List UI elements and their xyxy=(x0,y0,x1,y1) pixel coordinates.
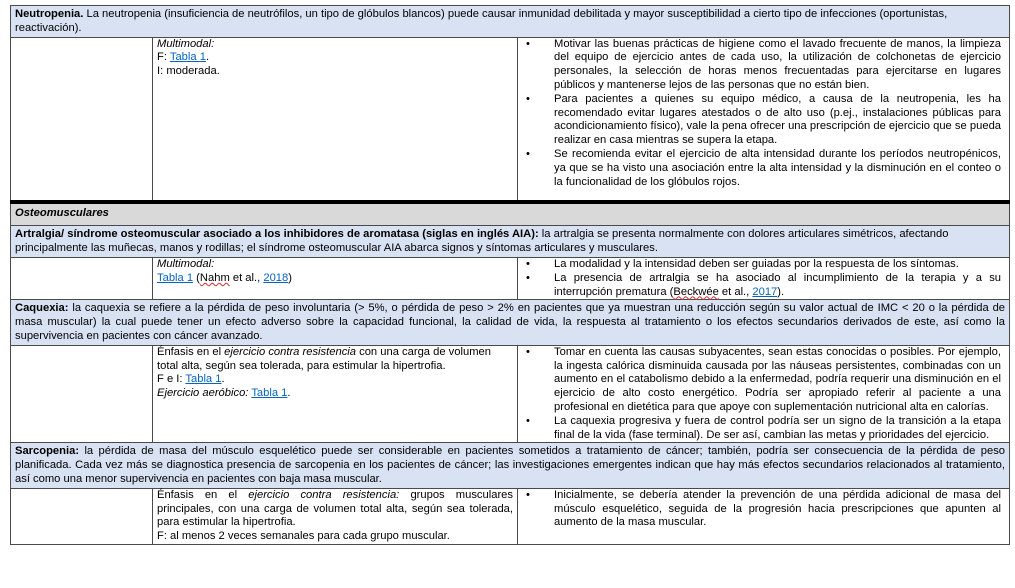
caquexia-tabla-link[interactable]: Tabla 1 xyxy=(185,373,222,386)
list-item: • Tomar en cuenta las causas subyacentes, sean estas conocidas o posibles. Por ejemplo, la ingesta calórica disminuida causada por las náuseas persistentes, combinadas con un aumento en el catabolismo debido a la enfermedad, podría requerir una disminución en el ejercicio de alto costo energético. Podría ser apropiado referir al paciente a una profesional en dietética para que apoye con suplementación nutricional alta en calorías. xyxy=(522,346,1001,415)
list-item: • Se recomienda evitar el ejercicio de alta intensidad durante los períodos neutropénicos, ya que se ha visto una asociación entre la alta intensidad y la disminución en el conteo o la funcionalidad de los glóbulos rojos. xyxy=(522,148,1001,189)
neutropenia-header xyxy=(11,6,1010,38)
artralgia-cite-author: Nahm xyxy=(199,271,230,284)
list-item: • Motivar las buenas prácticas de higiene como el lavado frecuente de manos, la limpieza del equipo de ejercicio antes de cada uso, la utilización de colchonetas de ejercicio personales, la selección de horas menos frecuentadas para ejercitarse en lugares públicos y mantenerse lejos de las personas que no están bien. xyxy=(522,38,1001,93)
caquexia-notes-cell xyxy=(518,345,1010,443)
artralgia-empty-cell xyxy=(11,257,153,299)
caquexia-empty-cell xyxy=(11,345,153,443)
neutropenia-prescription-cell xyxy=(153,37,518,202)
sarcopenia-emph-prefix: Énfasis en el xyxy=(157,488,249,501)
artralgia-body-row xyxy=(11,257,1010,299)
neutropenia-bullet-list xyxy=(522,38,1001,190)
neutropenia-f-suffix: . xyxy=(205,51,210,64)
list-item: • La modalidad y la intensidad deben ser guiadas por la respuesta de los síntomas. xyxy=(522,258,1001,272)
neutropenia-notes-cell xyxy=(518,37,1010,202)
sarcopenia-frequency: F: al menos 2 veces semanales para cada grupo muscular. xyxy=(157,530,450,543)
list-item: • Para pacientes a quienes su equipo médico, a causa de la neutropenia, les ha recomendado evitar lugares atestados o de alto uso (p.ej., instalaciones públicas para acondicionamiento físico), vale la pena ofrecer una prescripción de ejercicio que se pueda realizar en casa mientras se supera la etapa. xyxy=(522,93,1001,148)
artralgia-bullet2-text: La presencia de artralgia se ha asociado al incumplimiento de la terapia y a su interrupción prematura ( xyxy=(554,271,1002,298)
artralgia-bullet2-etal: et al., xyxy=(718,285,753,298)
artralgia-cite-year-link[interactable]: 2018 xyxy=(263,271,289,284)
artralgia-prescription-cell xyxy=(153,257,518,299)
caquexia-emph-italic: ejercicio contra resistencia xyxy=(224,345,356,358)
list-item xyxy=(522,272,1001,300)
artralgia-header xyxy=(11,226,1010,258)
sarcopenia-bullet-list xyxy=(522,489,1001,530)
caquexia-header xyxy=(11,300,1010,345)
caquexia-fi-label: F e I: xyxy=(157,373,186,386)
neutropenia-f-label: F: xyxy=(157,51,170,64)
caquexia-aerobic-suffix: . xyxy=(287,387,291,400)
artralgia-description: la artralgia se presenta normalmente con dolores articulares simétricos, afectando principalmente las muñecas, manos y rodillas; el síndrome osteomuscular AIA abarca signos y síntomas articulares y musculares. xyxy=(15,228,949,255)
caquexia-emph-prefix: Énfasis en el xyxy=(157,345,225,358)
caquexia-aerobic-link[interactable]: Tabla 1 xyxy=(251,387,288,400)
caquexia-bullet-list xyxy=(522,346,1001,443)
neutropenia-empty-cell xyxy=(11,37,153,202)
artralgia-cite-close: ) xyxy=(288,271,292,284)
sarcopenia-header xyxy=(11,443,1010,488)
artralgia-bullet-list xyxy=(522,258,1001,299)
caquexia-header-row xyxy=(11,300,1010,345)
neutropenia-title: Neutropenia. xyxy=(15,8,84,20)
artralgia-bullet2-year-link[interactable]: 2017 xyxy=(752,285,778,298)
neutropenia-mode: Multimodal: xyxy=(157,37,215,50)
artralgia-bullet2-end: ). xyxy=(777,285,785,298)
exercise-recommendations-table xyxy=(10,5,1010,545)
neutropenia-intensity: I: moderada. xyxy=(157,65,220,78)
caquexia-description: la caquexia se refiere a la pérdida de peso involuntaria (> 5%, o pérdida de peso > 2% en pacientes que ya muestran una reducción según su valor actual de IMC < 20 o la pérdida de masa muscular) la cual puede tener un efecto adverso sobre la capacidad funcional, la calidad de vida, la respuesta al tratamiento o los efectos secundarios derivados de este, así como la supervivencia en pacientes con cáncer avanzado. xyxy=(15,302,1006,342)
sarcopenia-header-row xyxy=(11,443,1010,488)
neutropenia-header-row xyxy=(11,6,1010,38)
neutropenia-description: La neutropenia (insuficiencia de neutrófilos, un tipo de glóbulos blancos) puede causar inmunidad debilitada y mayor susceptibilidad a cierto tipo de infecciones (oportunistas, reactivación). xyxy=(15,8,948,34)
caquexia-title: Caquexia: xyxy=(15,302,69,315)
sarcopenia-notes-cell xyxy=(518,488,1010,544)
caquexia-body-row xyxy=(11,345,1010,443)
neutropenia-body-row xyxy=(11,37,1010,202)
artralgia-notes-cell xyxy=(518,257,1010,299)
sarcopenia-body-row xyxy=(11,488,1010,544)
artralgia-mode: Multimodal: xyxy=(157,257,215,270)
list-item: • Inicialmente, se debería atender la prevención de una pérdida adicional de masa del músculo esquelético, seguida de la progresión hacia prescripciones que apunten al aumento de la masa muscular. xyxy=(522,489,1001,530)
caquexia-emph-suffix: con una carga de volumen total alta, según sea tolerada, para estimular la hipertrofia. xyxy=(157,345,491,372)
section-header-row xyxy=(11,202,1010,226)
caquexia-fi-suffix: . xyxy=(221,373,225,386)
sarcopenia-title: Sarcopenia: xyxy=(15,445,80,458)
artralgia-bullet2-author: Beckwée xyxy=(673,285,719,298)
sarcopenia-description: la pérdida de masa del músculo esquelético puede ser considerable en pacientes sometidos a tratamiento de cáncer; también, podría ser consecuencia de la pérdida de peso planificada. Cada vez más se diagnostica presencia de sarcopenia en los pacientes de cáncer; las investigaciones emergentes indican que hay más efectos secundarios relacionados al tratamiento, así como una menor supervivencia en pacientes con baja masa muscular. xyxy=(15,445,1006,485)
sarcopenia-empty-cell xyxy=(11,488,153,544)
artralgia-cite-open: ( xyxy=(193,271,200,284)
neutropenia-tabla-link[interactable]: Tabla 1 xyxy=(169,51,206,64)
artralgia-cite-etal: et al., xyxy=(229,271,264,284)
artralgia-tabla-link[interactable]: Tabla 1 xyxy=(157,271,194,284)
caquexia-prescription-cell xyxy=(153,345,518,443)
sarcopenia-emph-italic: ejercicio contra resistencia: xyxy=(248,488,400,501)
list-item: • La caquexia progresiva y fuera de control podría ser un signo de la transición a la etapa final de la vida (fase terminal). De ser así, cambian las metas y prioridades del ejercicio. xyxy=(522,415,1001,443)
artralgia-title: Artralgia/ síndrome osteomuscular asociado a los inhibidores de aromatasa (siglas en inglés AIA): xyxy=(15,228,539,241)
sarcopenia-prescription-cell xyxy=(153,488,518,544)
sarcopenia-emph-suffix: grupos musculares principales, con una carga de volumen total alta, según sea tolerada, para estimular la hipertrofia. xyxy=(157,488,513,529)
artralgia-header-row xyxy=(11,226,1010,258)
section-title: Osteomusculares xyxy=(11,202,1010,226)
caquexia-aerobic-label: Ejercicio aeróbico: xyxy=(157,387,249,400)
